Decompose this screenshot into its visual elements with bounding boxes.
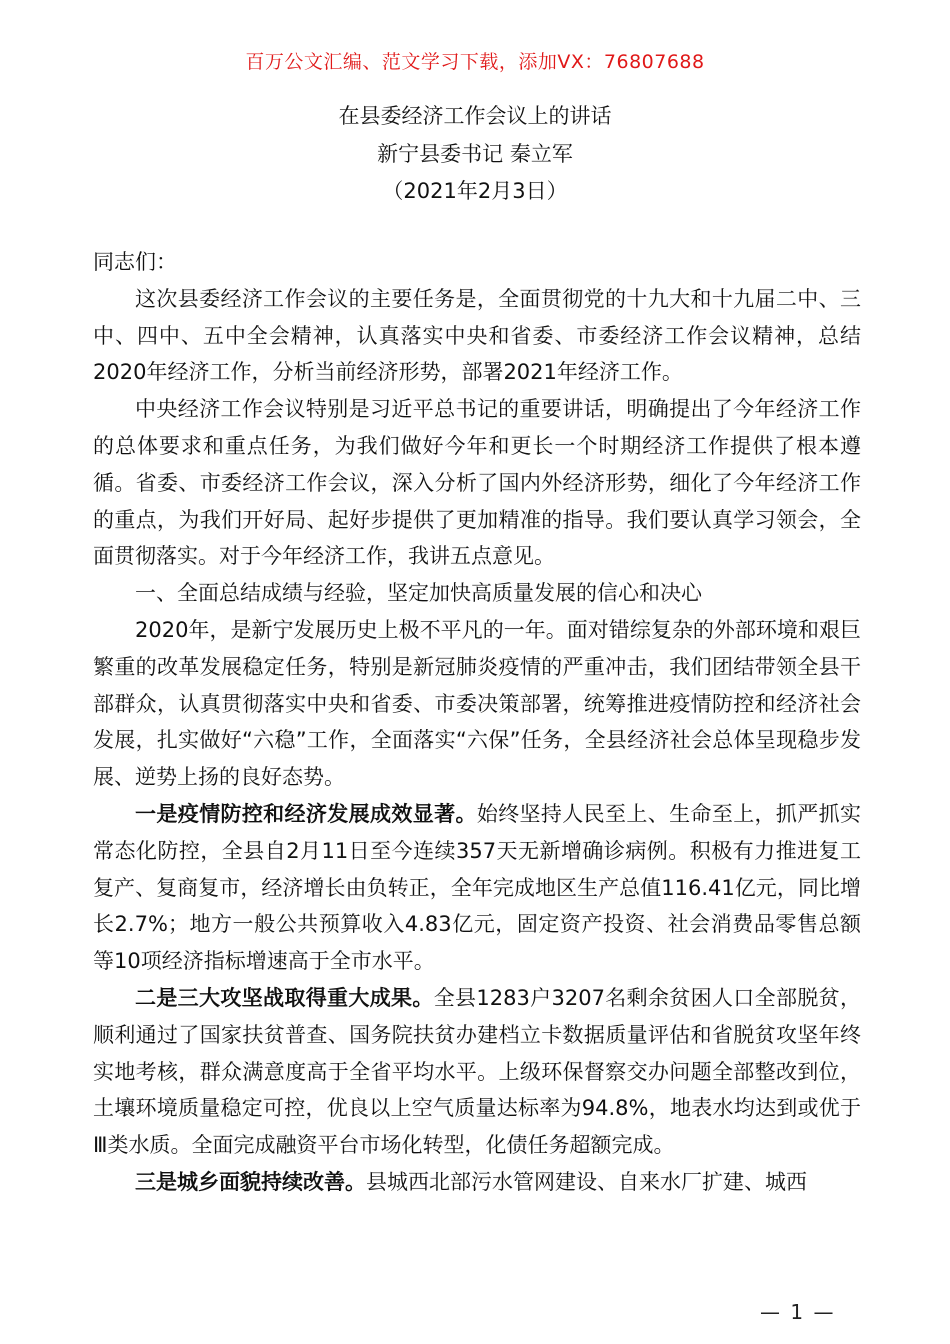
point-text: 全县1283户3207名剩余贫困人口全部脱贫，顺利通过了国家扶贫普查、国务院扶贫办建档立卡数据质量评估和省脱贫攻坚年终实地考核，群众满意度高于全省平均水平。上级环保督察交办问题全部整改到位，土壤环境质量稳定可控，优良以上空气质量达标率为94.8%，地表水均达到或优于Ⅲ类水质。全面完成融资平台市场化转型，化债任务超额完成。 (93, 985, 861, 1158)
point-heading: 一是疫情防控和经济发展成效显著。 (135, 801, 477, 826)
paragraph: 2020年，是新宁发展历史上极不平凡的一年。面对错综复杂的外部环境和艰巨繁重的改革发展稳定任务，特别是新冠肺炎疫情的严重冲击，我们团结带领全县干部群众，认真贯彻落实中央和省委、市委决策部署，统筹推进疫情防控和经济社会发展，扎实做好“六稳”工作，全面落实“六保”任务，全县经济社会总体呈现稳步发展、逆势上扬的良好态势。 (93, 617, 861, 790)
section-heading: 一、全面总结成绩与经验，坚定加快高质量发展的信心和决心 (135, 581, 702, 606)
point-text: 县城西北部污水管网建设、自来水厂扩建、城西 (366, 1169, 807, 1194)
speech-author: 新宁县委书记 秦立军 (377, 142, 573, 166)
point-heading: 二是三大攻坚战取得重大成果。 (135, 985, 434, 1010)
watermark-text: 百万公文汇编、范文学习下载，添加VX：76807688 (245, 51, 705, 73)
page-number: — 1 — (760, 1300, 836, 1324)
speech-title: 在县委经济工作会议上的讲话 (338, 104, 612, 128)
document-body (93, 244, 861, 1201)
point-text: 始终坚持人民至上、生命至上，抓严抓实常态化防控，全县自2月11日至今连续357天无新增确诊病例。积极有力推进复工复产、复商复市，经济增长由负转正，全年完成地区生产总值116.41亿元，同比增长2.7%；地方一般公共预算收入4.83亿元，固定资产投资、社会消费品零售总额等10项经济指标增速高于全市水平。 (93, 801, 862, 974)
point-paragraph (93, 796, 861, 980)
salutation: 同志们： (93, 250, 177, 274)
speech-date: （2021年2月3日） (382, 179, 568, 203)
point-paragraph (93, 1164, 861, 1201)
point-heading: 三是城乡面貌持续改善。 (135, 1169, 366, 1194)
paragraph: 中央经济工作会议特别是习近平总书记的重要讲话，明确提出了今年经济工作的总体要求和重点任务，为我们做好今年和更长一个时期经济工作提供了根本遵循。省委、市委经济工作会议，深入分析了国内外经济形势，细化了今年经济工作的重点，为我们开好局、起好步提供了更加精准的指导。我们要认真学习领会，全面贯彻落实。对于今年经济工作，我讲五点意见。 (93, 397, 861, 569)
paragraph: 这次县委经济工作会议的主要任务是，全面贯彻党的十九大和十九届二中、三中、四中、五中全会精神，认真落实中央和省委、市委经济工作会议精神，总结2020年经济工作，分析当前经济形势，部署2021年经济工作。 (93, 286, 861, 385)
point-paragraph (93, 980, 861, 1164)
